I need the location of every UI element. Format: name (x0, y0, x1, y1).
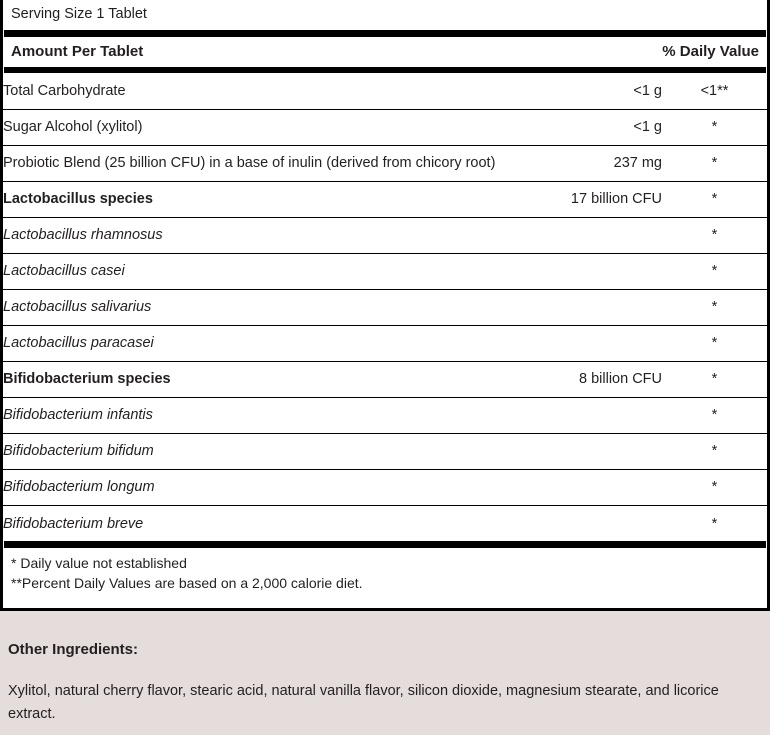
nutrient-daily-value: * (711, 371, 718, 388)
footnote-line: * Daily value not established (11, 555, 187, 572)
other-ingredients-section (0, 611, 770, 735)
footnotes (3, 548, 767, 608)
table-row (3, 469, 767, 505)
other-ingredients-title: Other Ingredients: (8, 641, 139, 659)
nutrient-name: Bifidobacterium breve (3, 515, 144, 532)
table-row (3, 505, 767, 541)
table-row (3, 145, 767, 181)
nutrient-name: Total Carbohydrate (3, 83, 126, 100)
table-row (3, 397, 767, 433)
nutrient-daily-value: * (711, 335, 718, 352)
nutrient-name: Probiotic Blend (25 billion CFU) in a base of inulin (derived from chicory root) (3, 155, 496, 172)
nutrient-name: Lactobacillus rhamnosus (3, 227, 163, 244)
rule-thick-top (4, 30, 766, 37)
nutrient-daily-value: * (711, 515, 718, 532)
nutrient-name: Bifidobacterium infantis (3, 407, 153, 424)
table-header-row (3, 37, 767, 67)
table-row (3, 361, 767, 397)
nutrient-amount (512, 469, 662, 505)
nutrient-daily-value: * (711, 191, 718, 208)
nutrient-daily-value: * (711, 407, 718, 424)
nutrient-name: Bifidobacterium species (3, 371, 171, 388)
nutrient-daily-value: * (711, 227, 718, 244)
nutrient-amount: 237 mg (613, 155, 662, 172)
nutrient-amount (512, 505, 662, 541)
table-row (3, 109, 767, 145)
nutrient-daily-value: * (711, 155, 718, 172)
rule-thick-bottom (4, 541, 766, 548)
nutrient-amount (512, 433, 662, 469)
nutrient-daily-value: * (711, 119, 718, 136)
table-row (3, 289, 767, 325)
nutrient-name: Bifidobacterium bifidum (3, 443, 154, 460)
table-row (3, 253, 767, 289)
nutrient-daily-value: <1** (700, 83, 729, 100)
nutrient-name: Sugar Alcohol (xylitol) (3, 119, 143, 136)
table-row (3, 217, 767, 253)
nutrient-rows-table (3, 73, 767, 541)
nutrient-daily-value: * (711, 443, 718, 460)
serving-size-text: Serving Size 1 Tablet (11, 6, 147, 22)
nutrient-name: Bifidobacterium longum (3, 479, 155, 496)
nutrient-name: Lactobacillus casei (3, 263, 125, 280)
nutrient-amount (512, 325, 662, 361)
table-row (3, 73, 767, 109)
nutrient-amount: <1 g (633, 119, 662, 136)
table-row (3, 325, 767, 361)
nutrient-amount (512, 397, 662, 433)
daily-value-label: % Daily Value (662, 43, 759, 61)
table-row (3, 181, 767, 217)
footnote-line: **Percent Daily Values are based on a 2,000 calorie diet. (11, 575, 363, 592)
nutrient-amount (512, 253, 662, 289)
nutrient-amount: 17 billion CFU (570, 191, 662, 208)
nutrient-daily-value: * (711, 299, 718, 316)
nutrient-amount (512, 289, 662, 325)
nutrient-daily-value: * (711, 479, 718, 496)
nutrient-amount: <1 g (633, 83, 662, 100)
nutrient-name: Lactobacillus paracasei (3, 335, 154, 352)
other-ingredients-text: Xylitol, natural cherry flavor, stearic acid, natural vanilla flavor, silicon dioxide, magnesium stearate, and licorice extract. (8, 683, 719, 722)
nutrient-amount (512, 217, 662, 253)
nutrient-name: Lactobacillus salivarius (3, 299, 152, 316)
table-row (3, 433, 767, 469)
nutrient-name: Lactobacillus species (3, 191, 153, 208)
amount-per-serving-label: Amount Per Tablet (11, 43, 144, 61)
nutrient-amount: 8 billion CFU (579, 371, 662, 388)
nutrient-daily-value: * (711, 263, 718, 280)
